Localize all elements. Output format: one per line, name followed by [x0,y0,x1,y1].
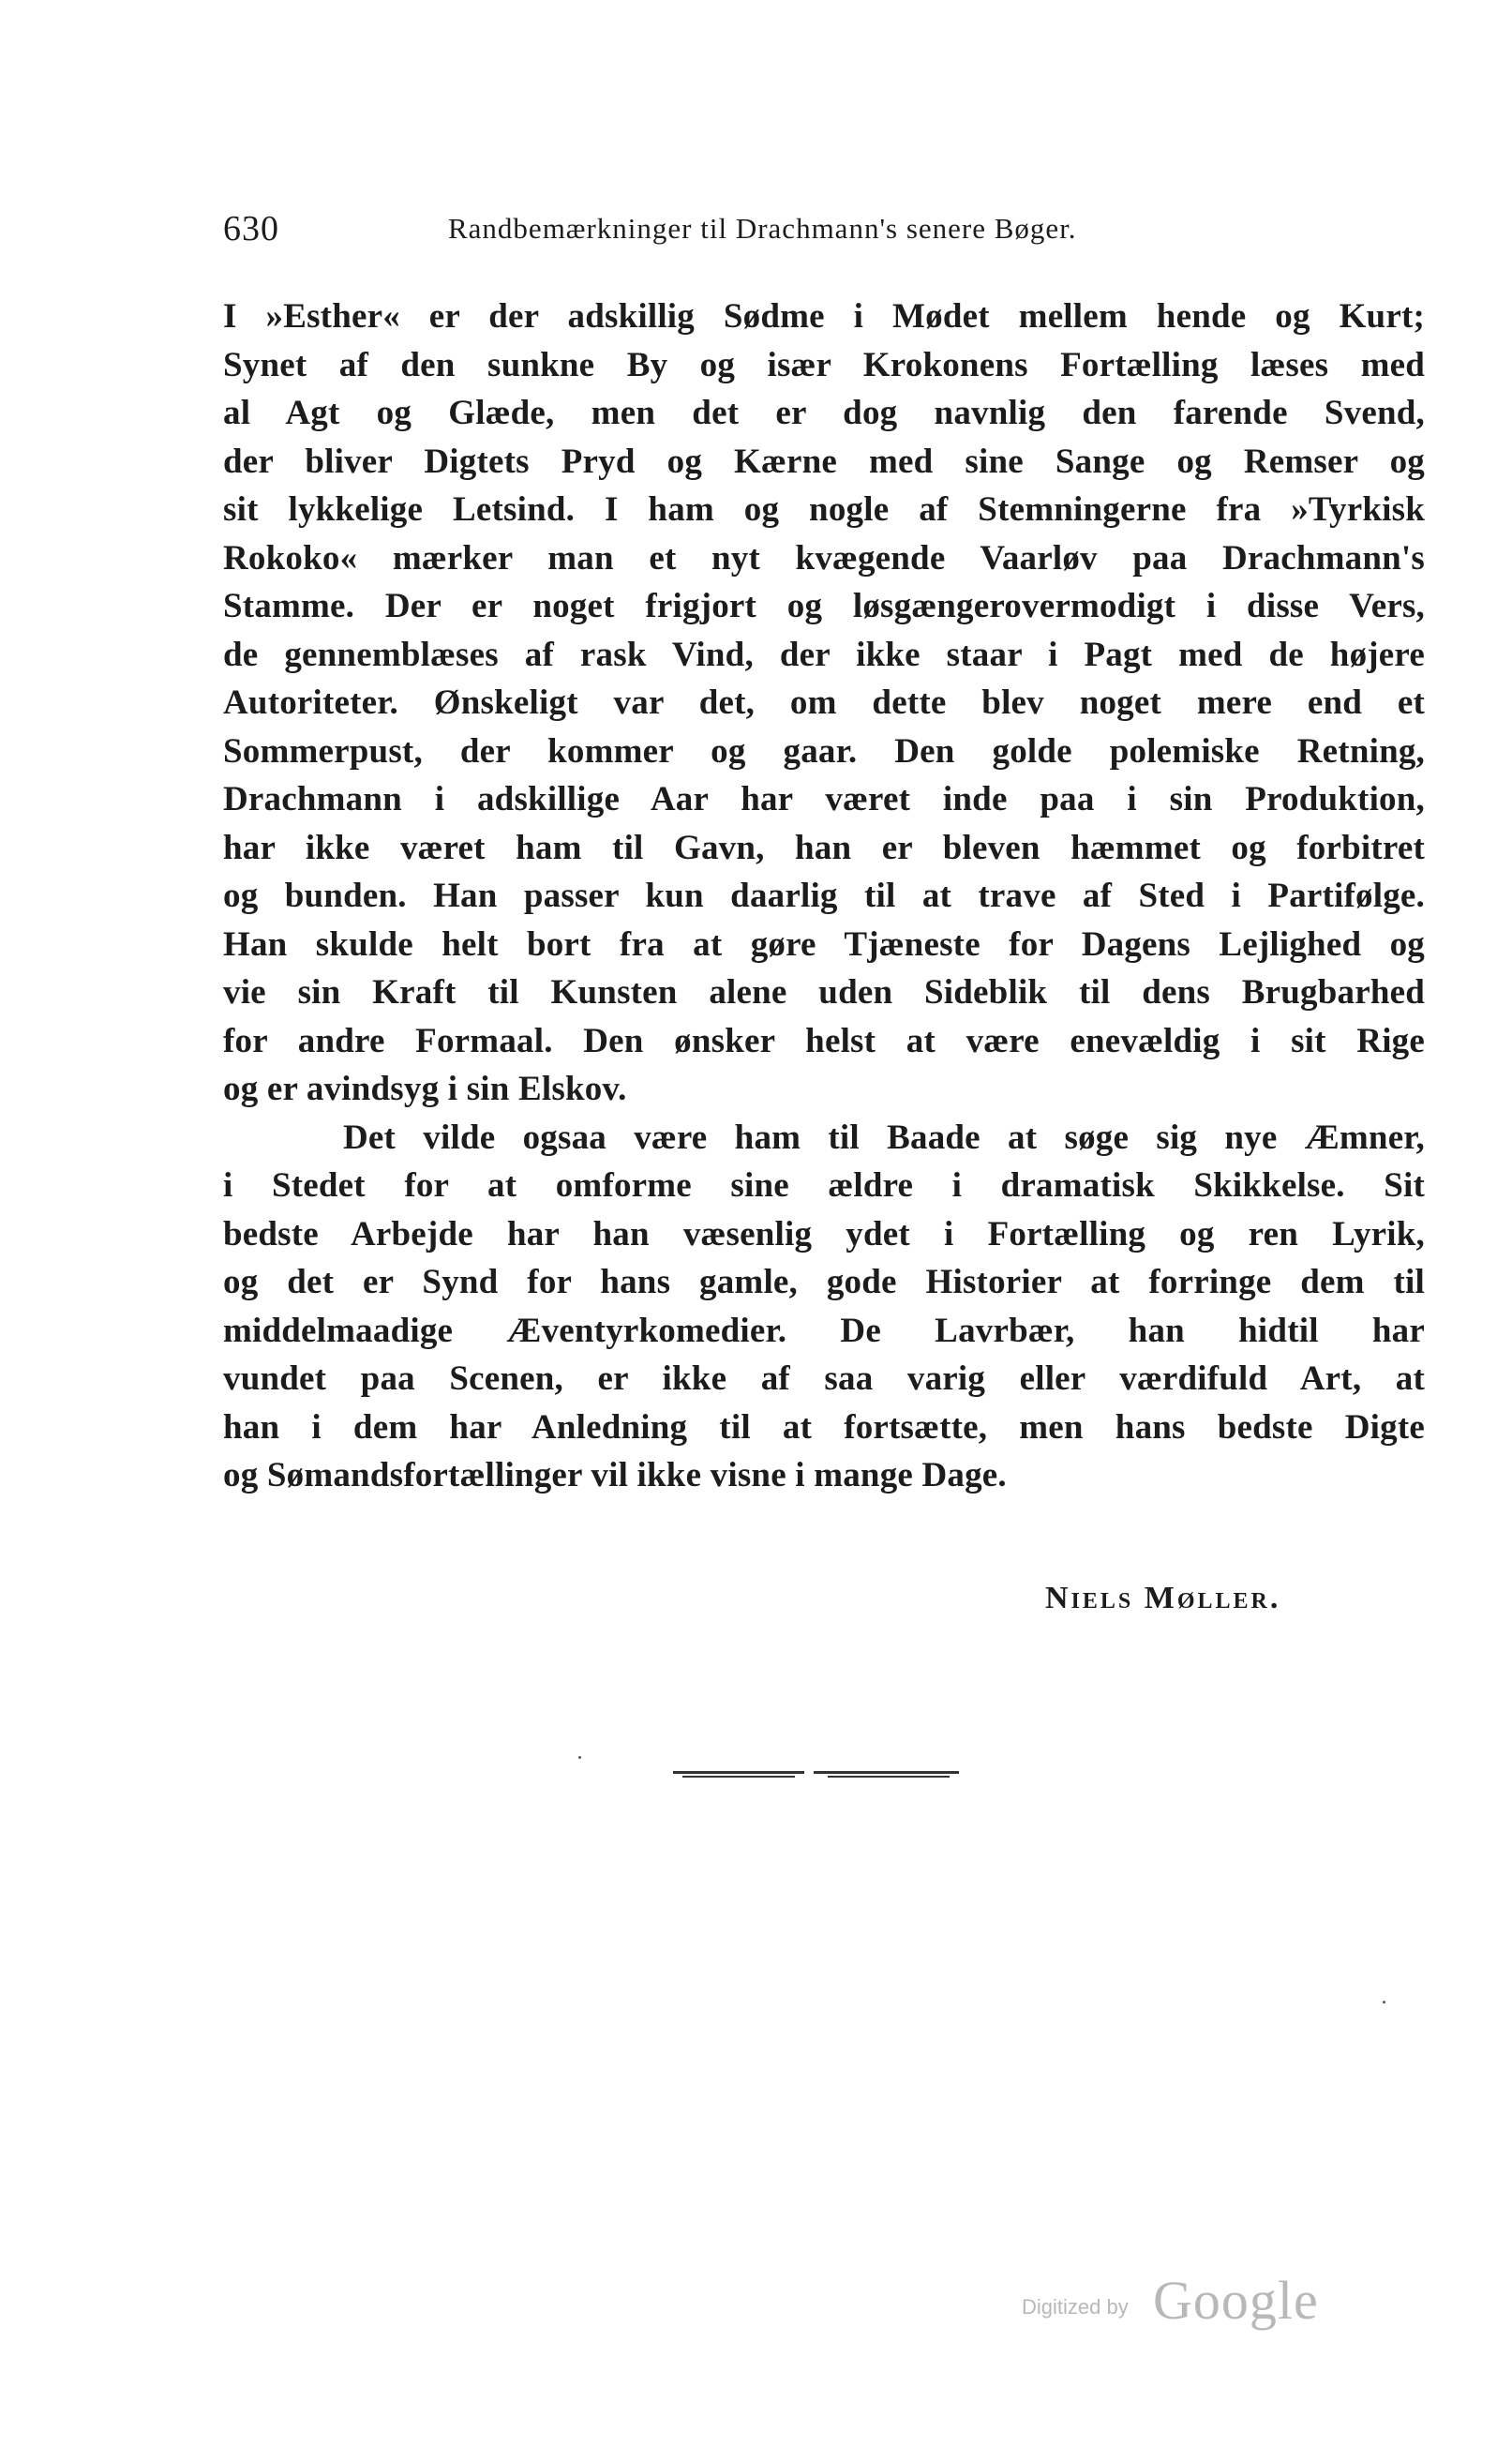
text-line: og det er Synd for hans gamle, gode Historier at forringe dem til [223,1263,1425,1301]
paragraph-last-line: og er avindsyg i sin Elskov. [223,1070,627,1108]
google-logo: Google [1153,2270,1319,2331]
running-title: Randbemærkninger til Drachmann's senere Bøger. [448,212,1077,245]
text-line: Drachmann i adskillige Aar har været inde paa i sin Produktion, [223,780,1425,818]
paragraph-first-line: Det vilde ogsaa være ham til Baade at søge sig nye Æmner, [343,1118,1425,1157]
text-line: i Stedet for at omforme sine ældre i dramatisk Skikkelse. Sit [223,1166,1425,1205]
text-line: Rokoko« mærker man et nyt kvægende Vaarløv paa Drachmann's [223,538,1425,578]
body-text [223,293,1425,1500]
text-line: I »Esther« er der adskillig Sødme i Mødet mellem hende og Kurt; [223,297,1425,336]
page-header [223,208,1189,255]
rule-segment [673,1771,804,1774]
text-line: middelmaadige Æventyrkomedier. De Lavrbær, han hidtil har [223,1311,1425,1350]
page-number: 630 [223,209,279,248]
text-line: vundet paa Scenen, er ikke af saa varig eller værdifuld Art, at [223,1359,1425,1398]
text-line: Han skulde helt bort fra at gøre Tjæneste for Dagens Lejlighed og [223,924,1425,964]
author-signature: Niels Møller. [1045,1581,1281,1615]
rule-segment [814,1771,959,1774]
rule-segment [828,1776,950,1778]
paragraph-last-line: og Sømandsfortællinger vil ikke visne i mange Dage. [223,1456,1007,1494]
text-line: al Agt og Glæde, men det er dog navnlig den farende Svend, [223,394,1425,432]
print-speck [578,1756,581,1759]
text-line: Sommerpust, der kommer og gaar. Den golde polemiske Retning, [223,731,1425,771]
print-speck [1383,2001,1385,2004]
text-line: sit lykkelige Letsind. I ham og nogle af Stemningerne fra »Tyrkisk [223,490,1425,529]
text-line: har ikke været ham til Gavn, han er bleven hæmmet og forbitret [223,828,1425,867]
text-line: han i dem har Anledning til at fortsætte, men hans bedste Digte [223,1407,1425,1447]
text-line: Stamme. Der er noget frigjort og løsgængerovermodigt i disse Vers, [223,587,1425,625]
text-line: Autoriteter. Ønskeligt var det, om dette blev noget mere end et [223,683,1425,722]
text-line: vie sin Kraft til Kunsten alene uden Sideblik til dens Brugbarhed [223,973,1425,1012]
text-line: og bunden. Han passer kun daarlig til at trave af Sted i Partifølge. [223,877,1425,915]
text-line: Synet af den sunkne By og især Krokonens Fortælling læses med [223,345,1425,384]
digitized-by-google-watermark [1022,2269,1340,2334]
text-line: der bliver Digtets Pryd og Kærne med sine Sange og Remser og [223,442,1425,481]
text-line: for andre Formaal. Den ønsker helst at være enevældig i sit Rige [223,1021,1425,1060]
end-ornament-rule [673,1769,964,1779]
text-line: de gennemblæses af rask Vind, der ikke staar i Pagt med de højere [223,635,1425,674]
text-line: bedste Arbejde har han væsenlig ydet i Fortælling og ren Lyrik, [223,1214,1425,1254]
digitized-by-text: Digitized by [1022,2295,1129,2319]
rule-segment [682,1776,795,1778]
